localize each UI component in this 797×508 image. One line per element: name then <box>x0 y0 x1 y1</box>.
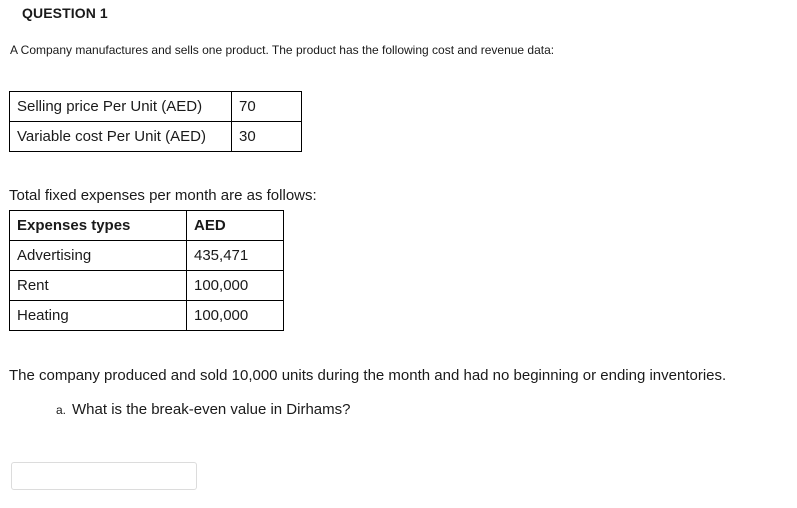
question-title: QUESTION 1 <box>22 5 108 21</box>
expense-amount: 435,471 <box>187 241 284 271</box>
fixed-expenses-intro: Total fixed expenses per month are as follows: <box>9 187 317 204</box>
table-row <box>10 301 284 331</box>
production-note: The company produced and sold 10,000 units during the month and had no beginning or ending inventories. <box>9 367 727 384</box>
table-row <box>10 241 284 271</box>
expense-type: Rent <box>10 271 187 301</box>
column-header-type: Expenses types <box>10 211 187 241</box>
cost-value: 30 <box>232 122 302 152</box>
cost-label: Selling price Per Unit (AED) <box>10 92 232 122</box>
cost-value: 70 <box>232 92 302 122</box>
table-row <box>10 271 284 301</box>
expense-type: Heating <box>10 301 187 331</box>
cost-label: Variable cost Per Unit (AED) <box>10 122 232 152</box>
table-row <box>10 122 302 152</box>
expense-amount: 100,000 <box>187 271 284 301</box>
part-a-question <box>56 401 350 418</box>
part-a-marker: a. <box>56 403 67 417</box>
column-header-aed: AED <box>187 211 284 241</box>
expense-amount: 100,000 <box>187 301 284 331</box>
table-row <box>10 92 302 122</box>
question-intro: A Company manufactures and sells one product. The product has the following cost and revenue data: <box>10 43 555 57</box>
answer-input[interactable] <box>11 462 197 490</box>
cost-revenue-table <box>9 91 302 152</box>
table-header-row <box>10 211 284 241</box>
expense-type: Advertising <box>10 241 187 271</box>
part-a-text: What is the break-even value in Dirhams? <box>72 401 351 418</box>
fixed-expenses-table <box>9 210 284 331</box>
